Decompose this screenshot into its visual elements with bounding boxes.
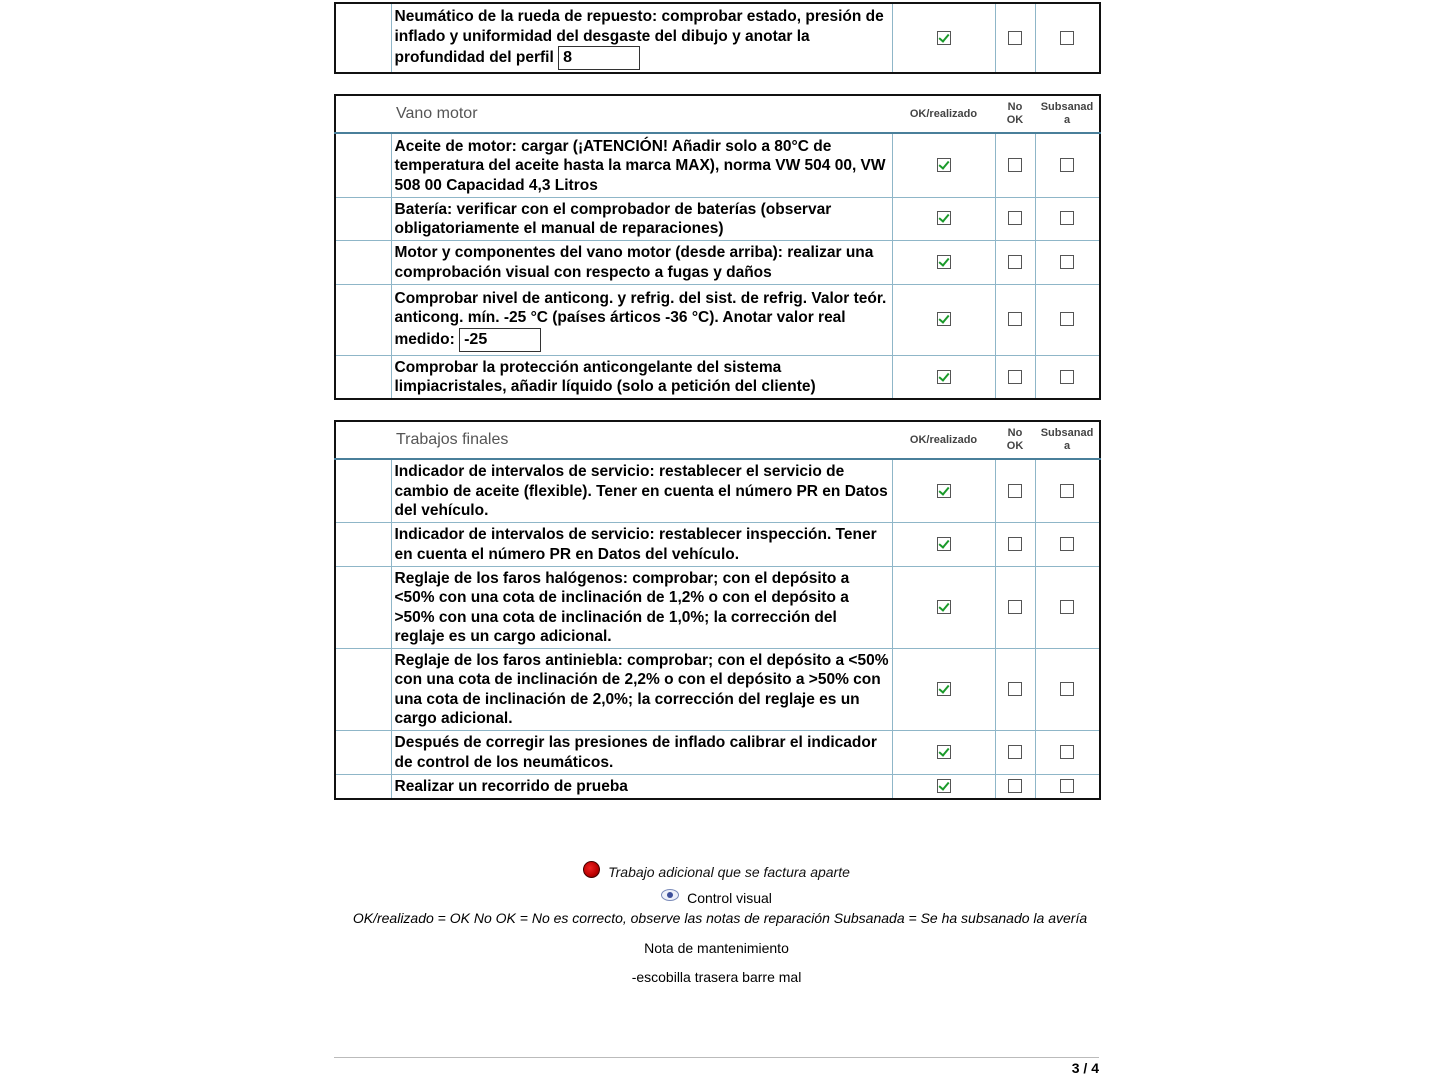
ok-checkbox[interactable] [937,537,951,551]
table-row [335,355,1100,399]
task-text: Indicador de intervalos de servicio: restablecer el servicio de cambio de aceite (flexible). Tener en cuenta el número PR en Datos del vehículo. [391,459,892,522]
col-subsanada-header: Subsanad a [1035,421,1100,459]
no-ok-checkbox[interactable] [1008,779,1022,793]
tread-depth-field[interactable]: 8 [558,46,640,70]
subsanada-checkbox[interactable] [1060,312,1074,326]
col-subsanada-header: Subsanad a [1035,95,1100,133]
section-title: Vano motor [335,95,892,133]
ok-checkbox[interactable] [937,682,951,696]
subsanada-checkbox[interactable] [1060,158,1074,172]
section-header [335,95,1100,133]
no-ok-checkbox[interactable] [1008,537,1022,551]
ok-checkbox[interactable] [937,31,951,45]
legend-abbreviations: OK/realizado = OK No OK = No es correcto, observe las notas de reparación Subsanada = Se ha subsanado la avería [352,910,1088,926]
task-text: Comprobar nivel de anticong. y refrig. del sist. de refrig. Valor teór. anticong. mín. -25 °C (países árticos -36 °C). Anotar valor real medido: -25 [391,284,892,355]
table-row [335,774,1100,799]
ok-checkbox[interactable] [937,255,951,269]
no-ok-checkbox[interactable] [1008,255,1022,269]
task-text: Aceite de motor: cargar (¡ATENCIÓN! Añadir solo a 80°C de temperatura del aceite hasta la marca MAX), norma VW 504 00, VW 508 00 Capacidad 4,3 Litros [391,133,892,197]
subsanada-checkbox[interactable] [1060,779,1074,793]
table-row [335,566,1100,648]
footer-divider [334,1057,1099,1058]
subsanada-checkbox[interactable] [1060,537,1074,551]
no-ok-checkbox[interactable] [1008,211,1022,225]
no-ok-checkbox[interactable] [1008,745,1022,759]
legend-visual-check: Control visual [334,890,1099,906]
eye-icon [661,889,679,901]
no-ok-checkbox[interactable] [1008,31,1022,45]
maintenance-note-title: Nota de mantenimiento [644,940,789,956]
task-text: Después de corregir las presiones de inflado calibrar el indicador de control de los neumáticos. [391,730,892,774]
table-row [335,133,1100,197]
no-ok-checkbox[interactable] [1008,158,1022,172]
maintenance-note-text: -escobilla trasera barre mal [631,969,802,985]
ok-checkbox[interactable] [937,745,951,759]
table-row [335,240,1100,284]
legend-extra-work: Trabajo adicional que se factura aparte [334,864,1099,882]
subsanada-checkbox[interactable] [1060,370,1074,384]
table-row [335,648,1100,730]
task-text: Comprobar la protección anticongelante del sistema limpiacristales, añadir líquido (solo a petición del cliente) [391,355,892,399]
subsanada-checkbox[interactable] [1060,484,1074,498]
task-text: Motor y componentes del vano motor (desde arriba): realizar una comprobación visual con respecto a fugas y daños [391,240,892,284]
ok-checkbox[interactable] [937,158,951,172]
antifreeze-value-field[interactable]: -25 [459,328,541,352]
table-row [335,197,1100,240]
task-text: Reglaje de los faros halógenos: comprobar; con el depósito a <50% con una cota de inclinación de 1,2% o con el depósito a >50% con una cota de inclinación de 1,0%; la corrección del reglaje es un cargo adicional. [391,566,892,648]
task-text: Realizar un recorrido de prueba [391,774,892,799]
col-ok-header: OK/realizado [892,95,995,133]
subsanada-checkbox[interactable] [1060,600,1074,614]
task-text: Batería: verificar con el comprobador de baterías (observar obligatoriamente el manual de reparaciones) [391,197,892,240]
table-row [335,284,1100,355]
ok-checkbox[interactable] [937,484,951,498]
section-title: Trabajos finales [335,421,892,459]
subsanada-checkbox[interactable] [1060,255,1074,269]
red-dot-icon [583,861,600,878]
table-row [335,522,1100,566]
no-ok-checkbox[interactable] [1008,600,1022,614]
spare-tire-table [334,2,1101,74]
no-ok-checkbox[interactable] [1008,484,1022,498]
ok-checkbox[interactable] [937,779,951,793]
table-row [335,3,1100,73]
subsanada-checkbox[interactable] [1060,31,1074,45]
engine-bay-table [334,94,1101,400]
col-no-ok-header: No OK [995,421,1035,459]
ok-checkbox[interactable] [937,370,951,384]
subsanada-checkbox[interactable] [1060,682,1074,696]
page-number: 3 / 4 [1071,1060,1099,1076]
task-text: Reglaje de los faros antiniebla: comprobar; con el depósito a <50% con una cota de inclinación de 2,2% o con el depósito a >50% con una cota de inclinación de 2,0%; la corrección del reglaje es un cargo adicional. [391,648,892,730]
table-row [335,459,1100,522]
col-ok-header: OK/realizado [892,421,995,459]
final-work-table [334,420,1101,800]
section-header [335,421,1100,459]
no-ok-checkbox[interactable] [1008,370,1022,384]
ok-checkbox[interactable] [937,600,951,614]
subsanada-checkbox[interactable] [1060,211,1074,225]
subsanada-checkbox[interactable] [1060,745,1074,759]
no-ok-checkbox[interactable] [1008,312,1022,326]
task-text: Indicador de intervalos de servicio: restablecer inspección. Tener en cuenta el número PR en Datos del vehículo. [391,522,892,566]
no-ok-checkbox[interactable] [1008,682,1022,696]
ok-checkbox[interactable] [937,211,951,225]
ok-checkbox[interactable] [937,312,951,326]
table-row [335,730,1100,774]
task-text: Neumático de la rueda de repuesto: comprobar estado, presión de inflado y uniformidad del desgaste del dibujo y anotar la profundidad del perfil 8 [391,3,892,73]
col-no-ok-header: No OK [995,95,1035,133]
